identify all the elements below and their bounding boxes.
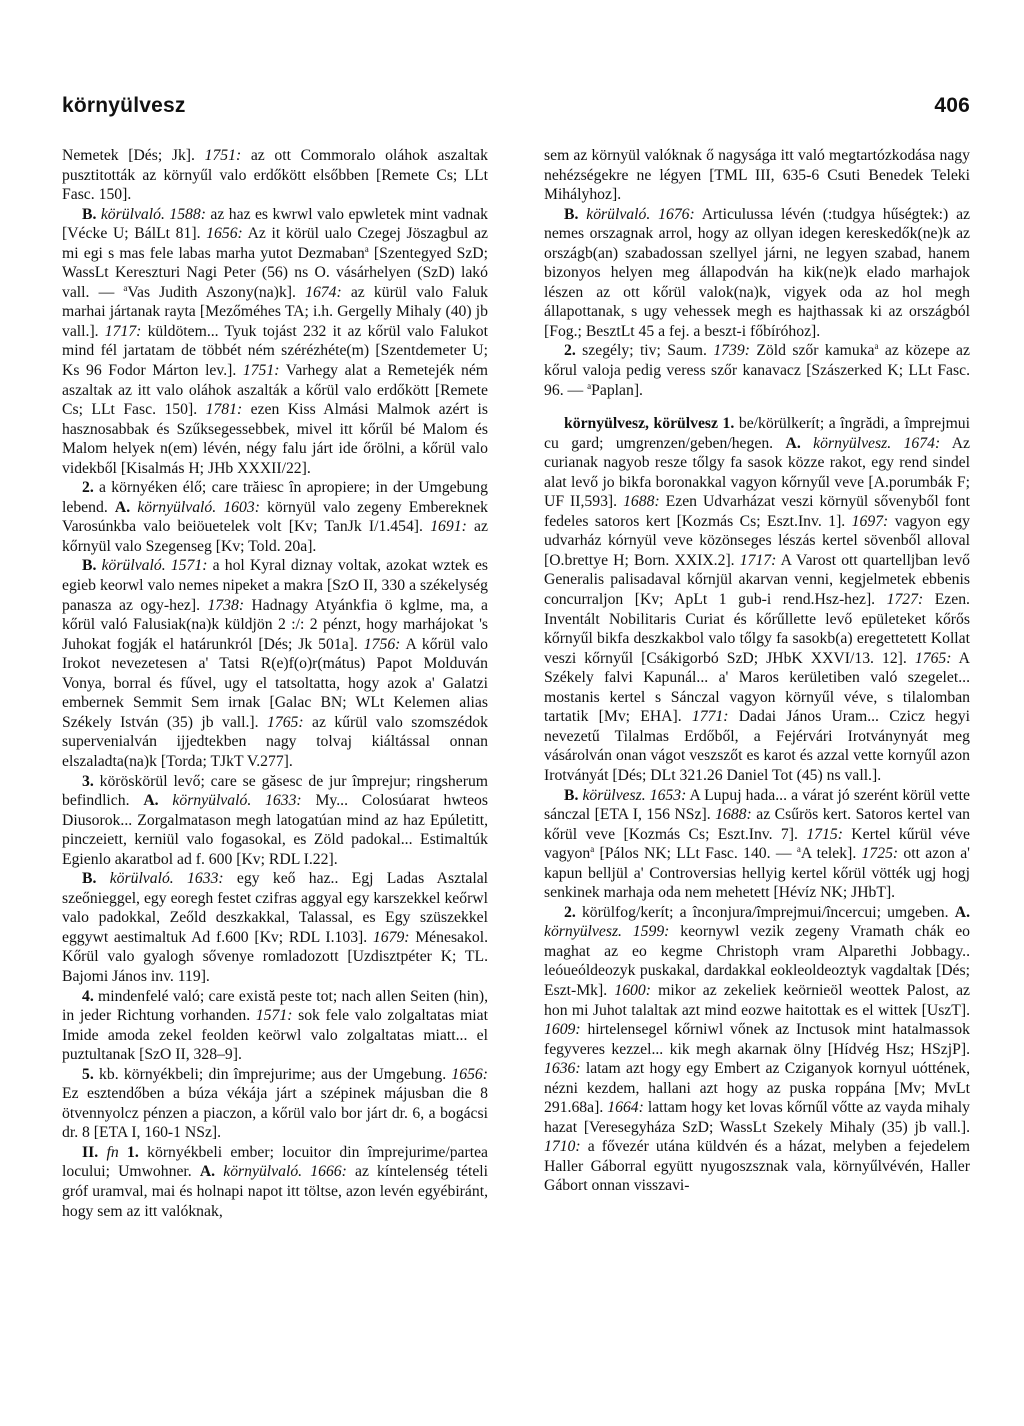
left-column-paragraph: II. fn 1. környékbeli ember; locuitor din împrejurime/partea locului; Umwohner. A. környülvaló. 1666: az kíntelenség tételi gróf uramval, mai és holnapi napot itt töltse, azon levén egyébiránt, hogy sem az itt valóknak, xyxy=(62,1143,488,1220)
right-column-paragraph: 2. szegély; tiv; Saum. 1739: Zöld szőr kamuka$^a$ az közepe az kőrul valoja pedig veress szőr kanavacz [Szászerked K; LLt Fasc. 96. — $^a$Paplan]. xyxy=(544,341,970,399)
right-column xyxy=(544,146,970,1396)
left-column xyxy=(62,146,488,1396)
page-number: 406 xyxy=(934,94,970,117)
right-column-paragraph: B. körülvesz. 1653: A Lupuj hada... a várat jó szerént körül vette sánczal [ETA I, 156 NSz]. 1688: az Csűrös kert. Satoros kertel van kőrül veve [Kozmás Cs; Eszt.Inv. 7]. 1715: Kertel kűrül véve vagyon$^a$ [Pálos NK; LLt Fasc. 140. — $^a$A telek]. 1725: ott azon a' kapun belljül a' Controversias hellyig kertel kőrül vötték ugj hogj senkinek marhaja oda nem mehetett [Hévíz NK; JHbT]. xyxy=(544,786,970,902)
right-column-paragraph: sem az környül valóknak ő nagysága itt való megtartózkodása nagy nehézségekre ne légyen [TML III, 635-6 Csuti Benedek Teleki Mihályhoz]. xyxy=(544,147,970,204)
running-head xyxy=(62,94,970,128)
right-column-paragraph: környülvesz, körülvesz 1. be/körülkerít; a îngrădi, a împrejmui cu gard; umgrenzen/geben/hegen. A. környülvesz. 1674: Az curianak nagyob resze tőlgy fa sasok közze rakot, egy rend sindel alat levő jo bikfa boronakkal vagyon kőrnyűl veve [A.porumbák F; UF II,593]. 1688: Ezen Udvarházat veszi környül sővenyből font fedeles satoros kert [Kozmás Cs; Eszt.Inv. 1]. 1697: vagyon egy udvarház kórnyül veve közönseges lészás kertel sövenből alloval [O.brettye H; Born. XXIX.2]. 1717: A Varost ott quartelljban levő Generalis palisadaval kőrnjül akarvan venni, kegjelmetek ebbenis concurraljon [Kv; ApLt 1 gub-i rend.Hsz-hez]. 1727: Ezen. Inventált Nobilitaris Curiat és kőrűllette levő epületeket kőrős kőrnyűl bikfa deszkakbol valo tőlgy fa sasokb(a) eregettetett Kollat veszi kőrnyűl [Csákigorbó SzD; JHbK XXVI/13. 12]. 1765: A Székely falvi Kapunál... a' Maros kerületiben való szegelet... mostanis kertel s Sánczal vagyon környűl véve, s tilalomban tartatik [Mv; EHA]. 1771: Dadai János Uram... Czicz hegyi nevezetű Tilalmas Erdőből, a Fejérvári Irotványnyát meg vásárolván onan vágot veszszőt es karot és azzal vette kornyűl azon Irotványát [Dés; DLt 321.26 Daniel Tot (45) ns vall.]. xyxy=(544,415,970,784)
left-column-paragraph: 3. köröskörül levő; care se găsesc de jur împrejur; ringsherum befindlich. A. környülvaló. 1633: My... Colosúarat hwteos Diusorok... Zorgalmatason megh latogatúan mind az haz Epúletitt, pinczeiett, kerniül valo fogasokal, es Zöld padokal... Estimaltúk Egienlo akaratbol ad f. 600 [Kv; RDL I.22]. xyxy=(62,772,488,868)
left-column-paragraph: B. körülvaló. 1633: egy keő haz.. Egj Ladas Asztalal szeőnieggel, egy eoregh festet czifras aggyal egy karszekkel keőrwl valo padokkal, Zeőld deszkakkal, Talassal, es Egy szüszekkel eggywt aestimaltuk Ad f.600 [Kv; RDL I.103]. 1679: Ménesakol. Kőrül valo gyalogh sővenye romladozott [Uzdisztpéter K; TL. Bajomi János inv. 119]. xyxy=(62,870,488,985)
left-column-paragraph: 5. kb. környékbeli; din împrejurime; aus der Umgebung. 1656: Ez esztendőben a búza vékája járt a szépinek májusban die 8 ötvennyolcz pénzen a piaczon, a kőrül valo bor járt dr. 6, a bogácsi dr. 8 [ETA I, 160-1 NSz]. xyxy=(62,1065,488,1142)
right-column-paragraph: 2. körülfog/kerít; a înconjura/împrejmui/încercui; umgeben. A. környülvesz. 1599: keornywl vezik zegeny Vramath chák eo maghat az eo kegme Christoph vram Alparethi Jobbagy.. leóueóldeozyk puskakal, dardakkal eokleoldeoztyk vagdaltak [Dés; Eszt-Mk]. 1600: mikor az zekeliek keörnieöl weottek Palost, az hon mi Juhot talaltak azt mind eozwe haitottak es el wittek [UszT]. 1609: hirtelensegel kőrniwl vőnek az Inctusok mint hatalmassok fegyveres kezzel... kik megh akarnak ölny [Hídvég Hsz; HSzjP]. 1636: latam azt hogy egy Embert az Cziganyok kornyul uóttének, nézni kezdem, hallani azt hogy az puska roppána [Mv; MvLt 291.68a]. 1664: lattam hogy ket lovas kőrnűl vőtte az vayda mihaly hazat [Veresegyháza SzD; WassLt Szekely Mihaly (35) jb vall.]. 1710: a fővezér utána küldvén és a házat, melyben a fejedelem Haller Gáborral együtt nyugoszsznak vala, környűlvévén, Haller Gábort onnan visszavi- xyxy=(544,903,970,1195)
headword: környülvesz xyxy=(62,94,186,117)
text-columns xyxy=(62,146,970,1396)
left-column-paragraph: Nemetek [Dés; Jk]. 1751: az ott Commoralo oláhok aszaltak pusztitották az környűl valo erdőkött elsőbben [Remete Cs; LLt Fasc. 150]. xyxy=(62,147,488,204)
left-column-paragraph: 4. mindenfelé való; care există peste tot; nach allen Seiten (hin), in jeder Richtung vorhanden. 1571: sok fele valo zolgaltatas miat Imide amoda zekel feolden keörwl valo zolgaltatas miatt... el puztultanak [SzO II, 328–9]. xyxy=(62,987,488,1064)
left-column-paragraph: B. körülvaló. 1571: a hol Kyral diznay voltak, azokat wztek es egieb keorwl valo nemes nipeket a makra [SzO II, 330 a székelység panasza az ogy-hez]. 1738: Hadnagy Atyánkfia ö kglme, ma, a kőrül való Falusiak(na)k küldjön 2 :/: 2 pénzt, hogy marhájokat 's Juhokat fogják el határunkról [Dés; Jk 501a]. 1756: A kőrül valo Irokot nevezetesen a' Tatsi R(e)f(o)r(mátus) Papot Molduván Vonya, borral és fűvel, ugy el tatsoltatta, hogy azok a' Galatzi embernek Semmit Sem irnak [Galac BN; WLt Kelemen alias Székely István (35) jb vall.]. 1765: az kűrül valo szomszédok supervenialván ijjedtekben nagy tolvaj kiáltással onnan elszaladta(na)k [Torda; TJkT V.277]. xyxy=(62,557,488,770)
right-column-paragraph: B. körülvaló. 1676: Articulussa lévén (:tudgya hűségtek:) az nemes orszagnak arrol, hogy az ollyan idegen kereskedők(ne)k az országb(an) szabadossan szellyel járni, ne legyen szabad, hanem bizonyos helyen meg állapodván ha kik(ne)k elado marhajok lészen az ott kőrül valok(na)k, vigyek oda az hol megh állapottanak, s ugy vehessek megh es hajthassak ki az országból [Fog.; BesztLt 45 a fej. a beszt-i főbíróhoz]. xyxy=(544,205,970,340)
left-column-paragraph: 2. a környéken élő; care trăiesc în apropiere; in der Umgebung lebend. A. környülvaló. 1603: környül valo zegeny Embereknek Varosúnkba valo beiöuetelek volt [Kv; TanJk I/1.454]. 1691: az kőrnyül valo Szegenseg [Kv; Told. 20a]. xyxy=(62,479,488,555)
left-column-paragraph: B. körülvaló. 1588: az haz es kwrwl valo epwletek mint vadnak [Vécke U; BálLt 81]. 1656: Az it körül ualo Czegej Jöszagbul az mi egi s mas fele labas marha yutot Dezmaban$^a$ [Szentegyed SzD; WassLt Kereszturi Nagi Peter (56) ns O. vásárhelyen (SzD) lakó vall. — $^a$Vas Judith Aszony(na)k]. 1674: az kürül valo Faluk marhai jártanak rayta [Mezőméhes TA; i.h. Gergelly Mihaly (40) jb vall.]. 1717: küldötem... Tyuk tojást 232 it az kőrül valo Falukot mind fél jartatam de többét ném szérézhéte(m) [Szentdemeter U; Ks 96 Fodor Márton lev.]. 1751: Varhegy alat a Remetejék ném aszaltak az itt valo oláhok aszalták a kőrül valo erdőkött [Remete Cs; LLt Fasc. 150]. 1781: ezen Kiss Almási Malmok azért is hasznosabbak és Szűksegessebbek, mivel itt kőrűl bé Malom és Malom helyek n(em) lévén, négy falu járt ide őrölni, a kőrül valo videkből [Kisalmás H; JHb XXXII/22]. xyxy=(62,205,488,477)
